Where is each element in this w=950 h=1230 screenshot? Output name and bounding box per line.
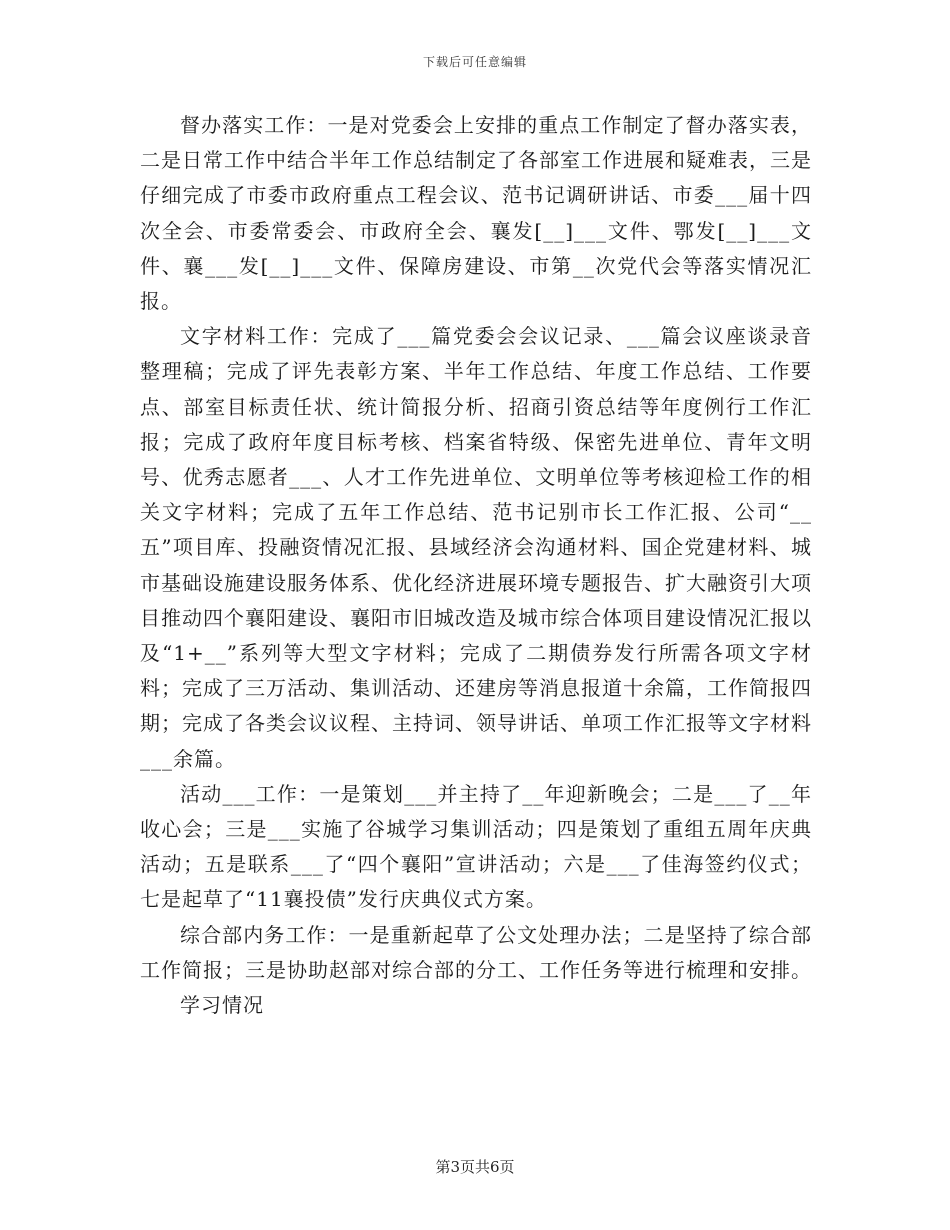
section-heading-study: 学习情况 — [180, 993, 264, 1018]
document-body — [140, 108, 812, 1023]
page-header: 下载后可任意编辑 — [422, 55, 527, 69]
paragraph-activities: 活动___工作：一是策划___并主持了__年迎新晚会；二是___了__年收心会；三是___实施了谷城学习集训活动；四是策划了重组五周年庆典活动；五是联系___了“四个襄阳”宣讲活动；六是___了佳海签约仪式；七是起草了“11襄投债”发行庆典仪式方案。 — [140, 781, 812, 912]
paragraph-written-materials: 文字材料工作：完成了___篇党委会会议记录、___篇会议座谈录音整理稿；完成了评先表彰方案、半年工作总结、年度工作总结、工作要点、部室目标责任状、统计简报分析、招商引资总结等年度例行工作汇报；完成了政府年度目标考核、档案省特级、保密先进单位、青年文明号、优秀志愿者___、人才工作先进单位、文明单位等考核迎检工作的相关文字材料；完成了五年工作总结、范书记别市长工作汇报、公司“__五”项目库、投融资情况汇报、县域经济会沟通材料、国企党建材料、城市基础设施建设服务体系、优化经济进展环境专题报告、扩大融资引大项目推动四个襄阳建设、襄阳市旧城改造及城市综合体项目建设情况汇报以及“1+__”系列等大型文字材料；完成了二期债券发行所需各项文字材料；完成了三万活动、集训活动、还建房等消息报道十余篇，工作简报四期；完成了各类会议议程、主持词、领导讲话、单项工作汇报等文字材料___余篇。 — [140, 324, 812, 771]
page-footer: 第3页共6页 — [435, 1158, 515, 1176]
paragraph-internal-affairs: 综合部内务工作：一是重新起草了公文处理办法；二是坚持了综合部工作简报；三是协助赵部对综合部的分工、工作任务等进行梳理和安排。 — [140, 922, 812, 982]
paragraph-supervision: 督办落实工作：一是对党委会上安排的重点工作制定了督办落实表，二是日常工作中结合半年工作总结制定了各部室工作进展和疑难表，三是仔细完成了市委市政府重点工程会议、范书记调研讲话、市委___届十四次全会、市委常委会、市政府全会、襄发[__]___文件、鄂发[__]___文件、襄___发[__]___文件、保障房建设、市第__次党代会等落实情况汇报。 — [140, 113, 812, 314]
